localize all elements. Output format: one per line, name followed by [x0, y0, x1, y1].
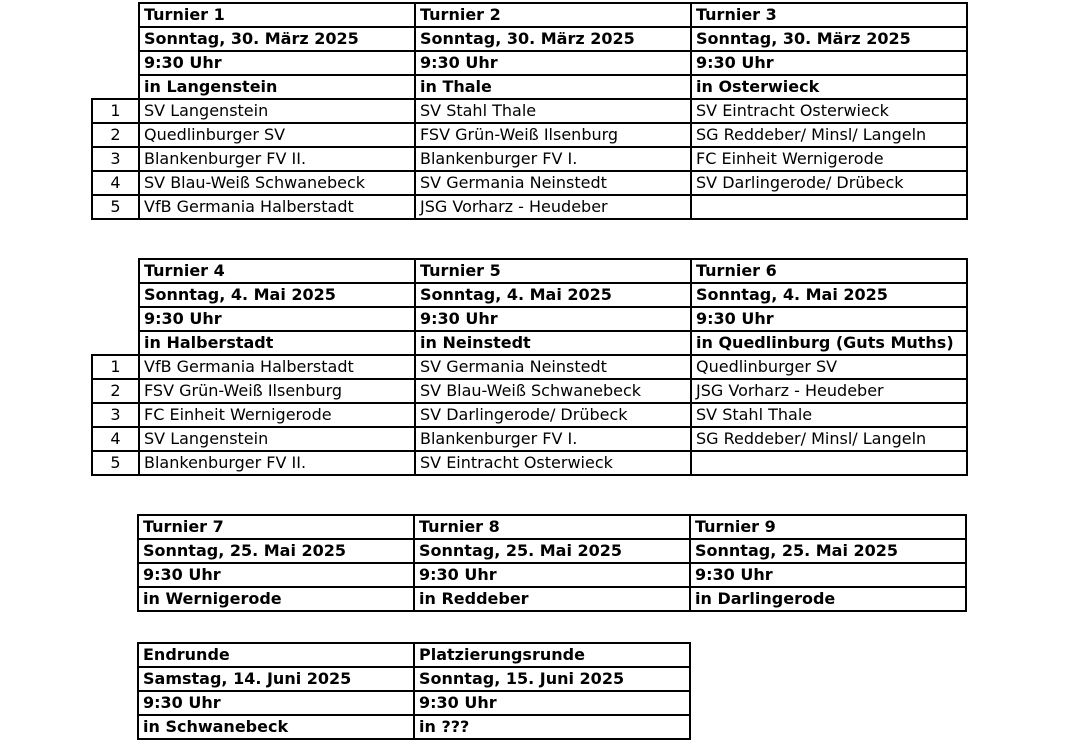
tournament-location: in Halberstadt: [139, 331, 415, 355]
tournament-location: in Langenstein: [139, 75, 415, 99]
tournament-name: Turnier 4: [139, 259, 415, 283]
tournament-block-2: [91, 258, 968, 476]
team-cell: FC Einheit Wernigerode: [691, 147, 967, 171]
team-row: [92, 451, 967, 475]
team-row: [92, 99, 967, 123]
team-row: [92, 355, 967, 379]
tournament-name: Turnier 8: [414, 515, 690, 539]
row-number: 4: [92, 171, 139, 195]
team-cell: SV Darlingerode/ Drübeck: [691, 171, 967, 195]
row-number: 5: [92, 451, 139, 475]
tournament-date: Sonntag, 25. Mai 2025: [690, 539, 966, 563]
tournament-time: 9:30 Uhr: [414, 691, 690, 715]
tournament-time: 9:30 Uhr: [415, 307, 691, 331]
team-row: [92, 147, 967, 171]
team-row: [92, 171, 967, 195]
team-cell: Blankenburger FV I.: [415, 147, 691, 171]
row-number: 1: [92, 355, 139, 379]
team-cell: SV Germania Neinstedt: [415, 171, 691, 195]
team-cell: Quedlinburger SV: [691, 355, 967, 379]
team-cell: SV Blau-Weiß Schwanebeck: [139, 171, 415, 195]
team-cell: Quedlinburger SV: [139, 123, 415, 147]
team-cell: JSG Vorharz - Heudeber: [691, 379, 967, 403]
row-number: 5: [92, 195, 139, 219]
tournament-date: Sonntag, 25. Mai 2025: [138, 539, 414, 563]
tournament-date: Sonntag, 30. März 2025: [691, 27, 967, 51]
tournament-block-3: [91, 514, 967, 612]
tournament-location: in Darlingerode: [690, 587, 966, 611]
tournament-location: in Schwanebeck: [138, 715, 414, 739]
team-cell: VfB Germania Halberstadt: [139, 355, 415, 379]
row-number: 1: [92, 99, 139, 123]
tournament-date: Sonntag, 30. März 2025: [139, 27, 415, 51]
team-cell: [691, 195, 967, 219]
tournament-date: Sonntag, 15. Juni 2025: [414, 667, 690, 691]
tournament-location: in ???: [414, 715, 690, 739]
tournament-time: 9:30 Uhr: [415, 51, 691, 75]
tournament-time: 9:30 Uhr: [138, 691, 414, 715]
row-number: 2: [92, 379, 139, 403]
tournament-location: in Thale: [415, 75, 691, 99]
team-cell: SG Reddeber/ Minsl/ Langeln: [691, 123, 967, 147]
team-cell: Blankenburger FV I.: [415, 427, 691, 451]
tournament-name: Turnier 5: [415, 259, 691, 283]
row-number: 3: [92, 403, 139, 427]
team-cell: SV Stahl Thale: [691, 403, 967, 427]
team-cell: SV Germania Neinstedt: [415, 355, 691, 379]
team-row: [92, 123, 967, 147]
tournament-date: Sonntag, 4. Mai 2025: [691, 283, 967, 307]
tournament-time: 9:30 Uhr: [138, 563, 414, 587]
team-cell: VfB Germania Halberstadt: [139, 195, 415, 219]
team-row: [92, 427, 967, 451]
tournament-time: 9:30 Uhr: [690, 563, 966, 587]
team-cell: SV Stahl Thale: [415, 99, 691, 123]
tournament-location: in Quedlinburg (Guts Muths): [691, 331, 967, 355]
team-cell: FC Einheit Wernigerode: [139, 403, 415, 427]
row-number: 2: [92, 123, 139, 147]
team-cell: Blankenburger FV II.: [139, 147, 415, 171]
tournament-block-1: [91, 2, 968, 220]
tournament-name: Turnier 9: [690, 515, 966, 539]
tournament-time: 9:30 Uhr: [139, 51, 415, 75]
team-cell: SV Blau-Weiß Schwanebeck: [415, 379, 691, 403]
tournament-name: Turnier 1: [139, 3, 415, 27]
tournament-date: Samstag, 14. Juni 2025: [138, 667, 414, 691]
tournament-time: 9:30 Uhr: [691, 307, 967, 331]
final-round-block: [91, 642, 691, 740]
tournament-time: 9:30 Uhr: [691, 51, 967, 75]
tournament-date: Sonntag, 4. Mai 2025: [139, 283, 415, 307]
team-row: [92, 195, 967, 219]
tournament-date: Sonntag, 25. Mai 2025: [414, 539, 690, 563]
team-cell: SG Reddeber/ Minsl/ Langeln: [691, 427, 967, 451]
team-cell: SV Eintracht Osterwieck: [691, 99, 967, 123]
team-cell: FSV Grün-Weiß Ilsenburg: [139, 379, 415, 403]
team-cell: FSV Grün-Weiß Ilsenburg: [415, 123, 691, 147]
tournament-name: Endrunde: [138, 643, 414, 667]
tournament-location: in Osterwieck: [691, 75, 967, 99]
tournament-name: Turnier 2: [415, 3, 691, 27]
team-cell: [691, 451, 967, 475]
schedule-table: [91, 258, 968, 476]
team-cell: SV Eintracht Osterwieck: [415, 451, 691, 475]
schedule-table: [91, 642, 691, 740]
team-row: [92, 403, 967, 427]
team-cell: JSG Vorharz - Heudeber: [415, 195, 691, 219]
tournament-name: Turnier 7: [138, 515, 414, 539]
team-cell: Blankenburger FV II.: [139, 451, 415, 475]
row-number: 4: [92, 427, 139, 451]
team-cell: SV Langenstein: [139, 427, 415, 451]
tournament-name: Platzierungsrunde: [414, 643, 690, 667]
tournament-location: in Neinstedt: [415, 331, 691, 355]
tournament-time: 9:30 Uhr: [139, 307, 415, 331]
tournament-name: Turnier 3: [691, 3, 967, 27]
tournament-name: Turnier 6: [691, 259, 967, 283]
team-cell: SV Darlingerode/ Drübeck: [415, 403, 691, 427]
tournament-date: Sonntag, 4. Mai 2025: [415, 283, 691, 307]
tournament-location: in Reddeber: [414, 587, 690, 611]
schedule-table: [91, 514, 967, 612]
tournament-location: in Wernigerode: [138, 587, 414, 611]
row-number: 3: [92, 147, 139, 171]
team-cell: SV Langenstein: [139, 99, 415, 123]
schedule-table: [91, 2, 968, 220]
tournament-time: 9:30 Uhr: [414, 563, 690, 587]
team-row: [92, 379, 967, 403]
tournament-date: Sonntag, 30. März 2025: [415, 27, 691, 51]
